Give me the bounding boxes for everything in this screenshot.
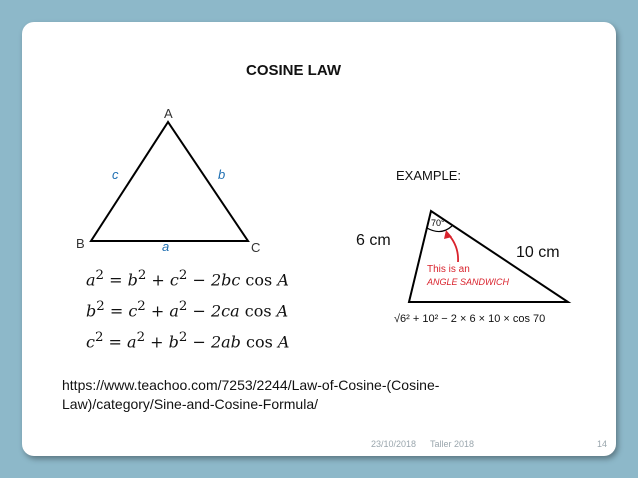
side-a-label: a xyxy=(162,239,170,254)
source-link-line2[interactable]: Law)/category/Sine-and-Cosine-Formula/ xyxy=(62,396,318,412)
vertex-c-label: C xyxy=(251,240,261,255)
vertex-a-label: A xyxy=(164,106,173,121)
vertex-b-label: B xyxy=(76,236,85,251)
source-link[interactable] xyxy=(62,376,522,414)
example-angle-label: 70° xyxy=(431,218,445,228)
formula-3: $c^2 = a^2 + b^2 - 2ab$ cos A xyxy=(86,330,290,352)
example-note-line1: This is an xyxy=(427,264,470,275)
example-note-line2: ANGLE SANDWICH xyxy=(427,277,510,287)
cosine-formulas xyxy=(86,264,289,357)
formula-2: $b^2 = c^2 + a^2 - 2ca$ cos A xyxy=(86,299,289,321)
example-side-right: 10 cm xyxy=(516,244,560,261)
example-side-left: 6 cm xyxy=(356,232,391,249)
side-c-label: c xyxy=(112,167,119,182)
footer-event: Taller 2018 xyxy=(430,439,475,449)
footer-date: 23/10/2018 xyxy=(371,439,417,449)
example-expression: √6² + 10² − 2 × 6 × 10 × cos 70 xyxy=(394,313,546,325)
footer-page-number: 14 xyxy=(597,439,608,449)
formula-1: $a^2 = b^2 + c^2 - 2bc$ cos A xyxy=(86,268,289,290)
side-b-label: b xyxy=(218,167,226,182)
source-link-line1[interactable]: https://www.teachoo.com/7253/2244/Law-of-Cosine-(Cosine- xyxy=(62,377,440,393)
example-label: EXAMPLE: xyxy=(396,168,462,183)
slide-title: COSINE LAW xyxy=(246,62,342,79)
